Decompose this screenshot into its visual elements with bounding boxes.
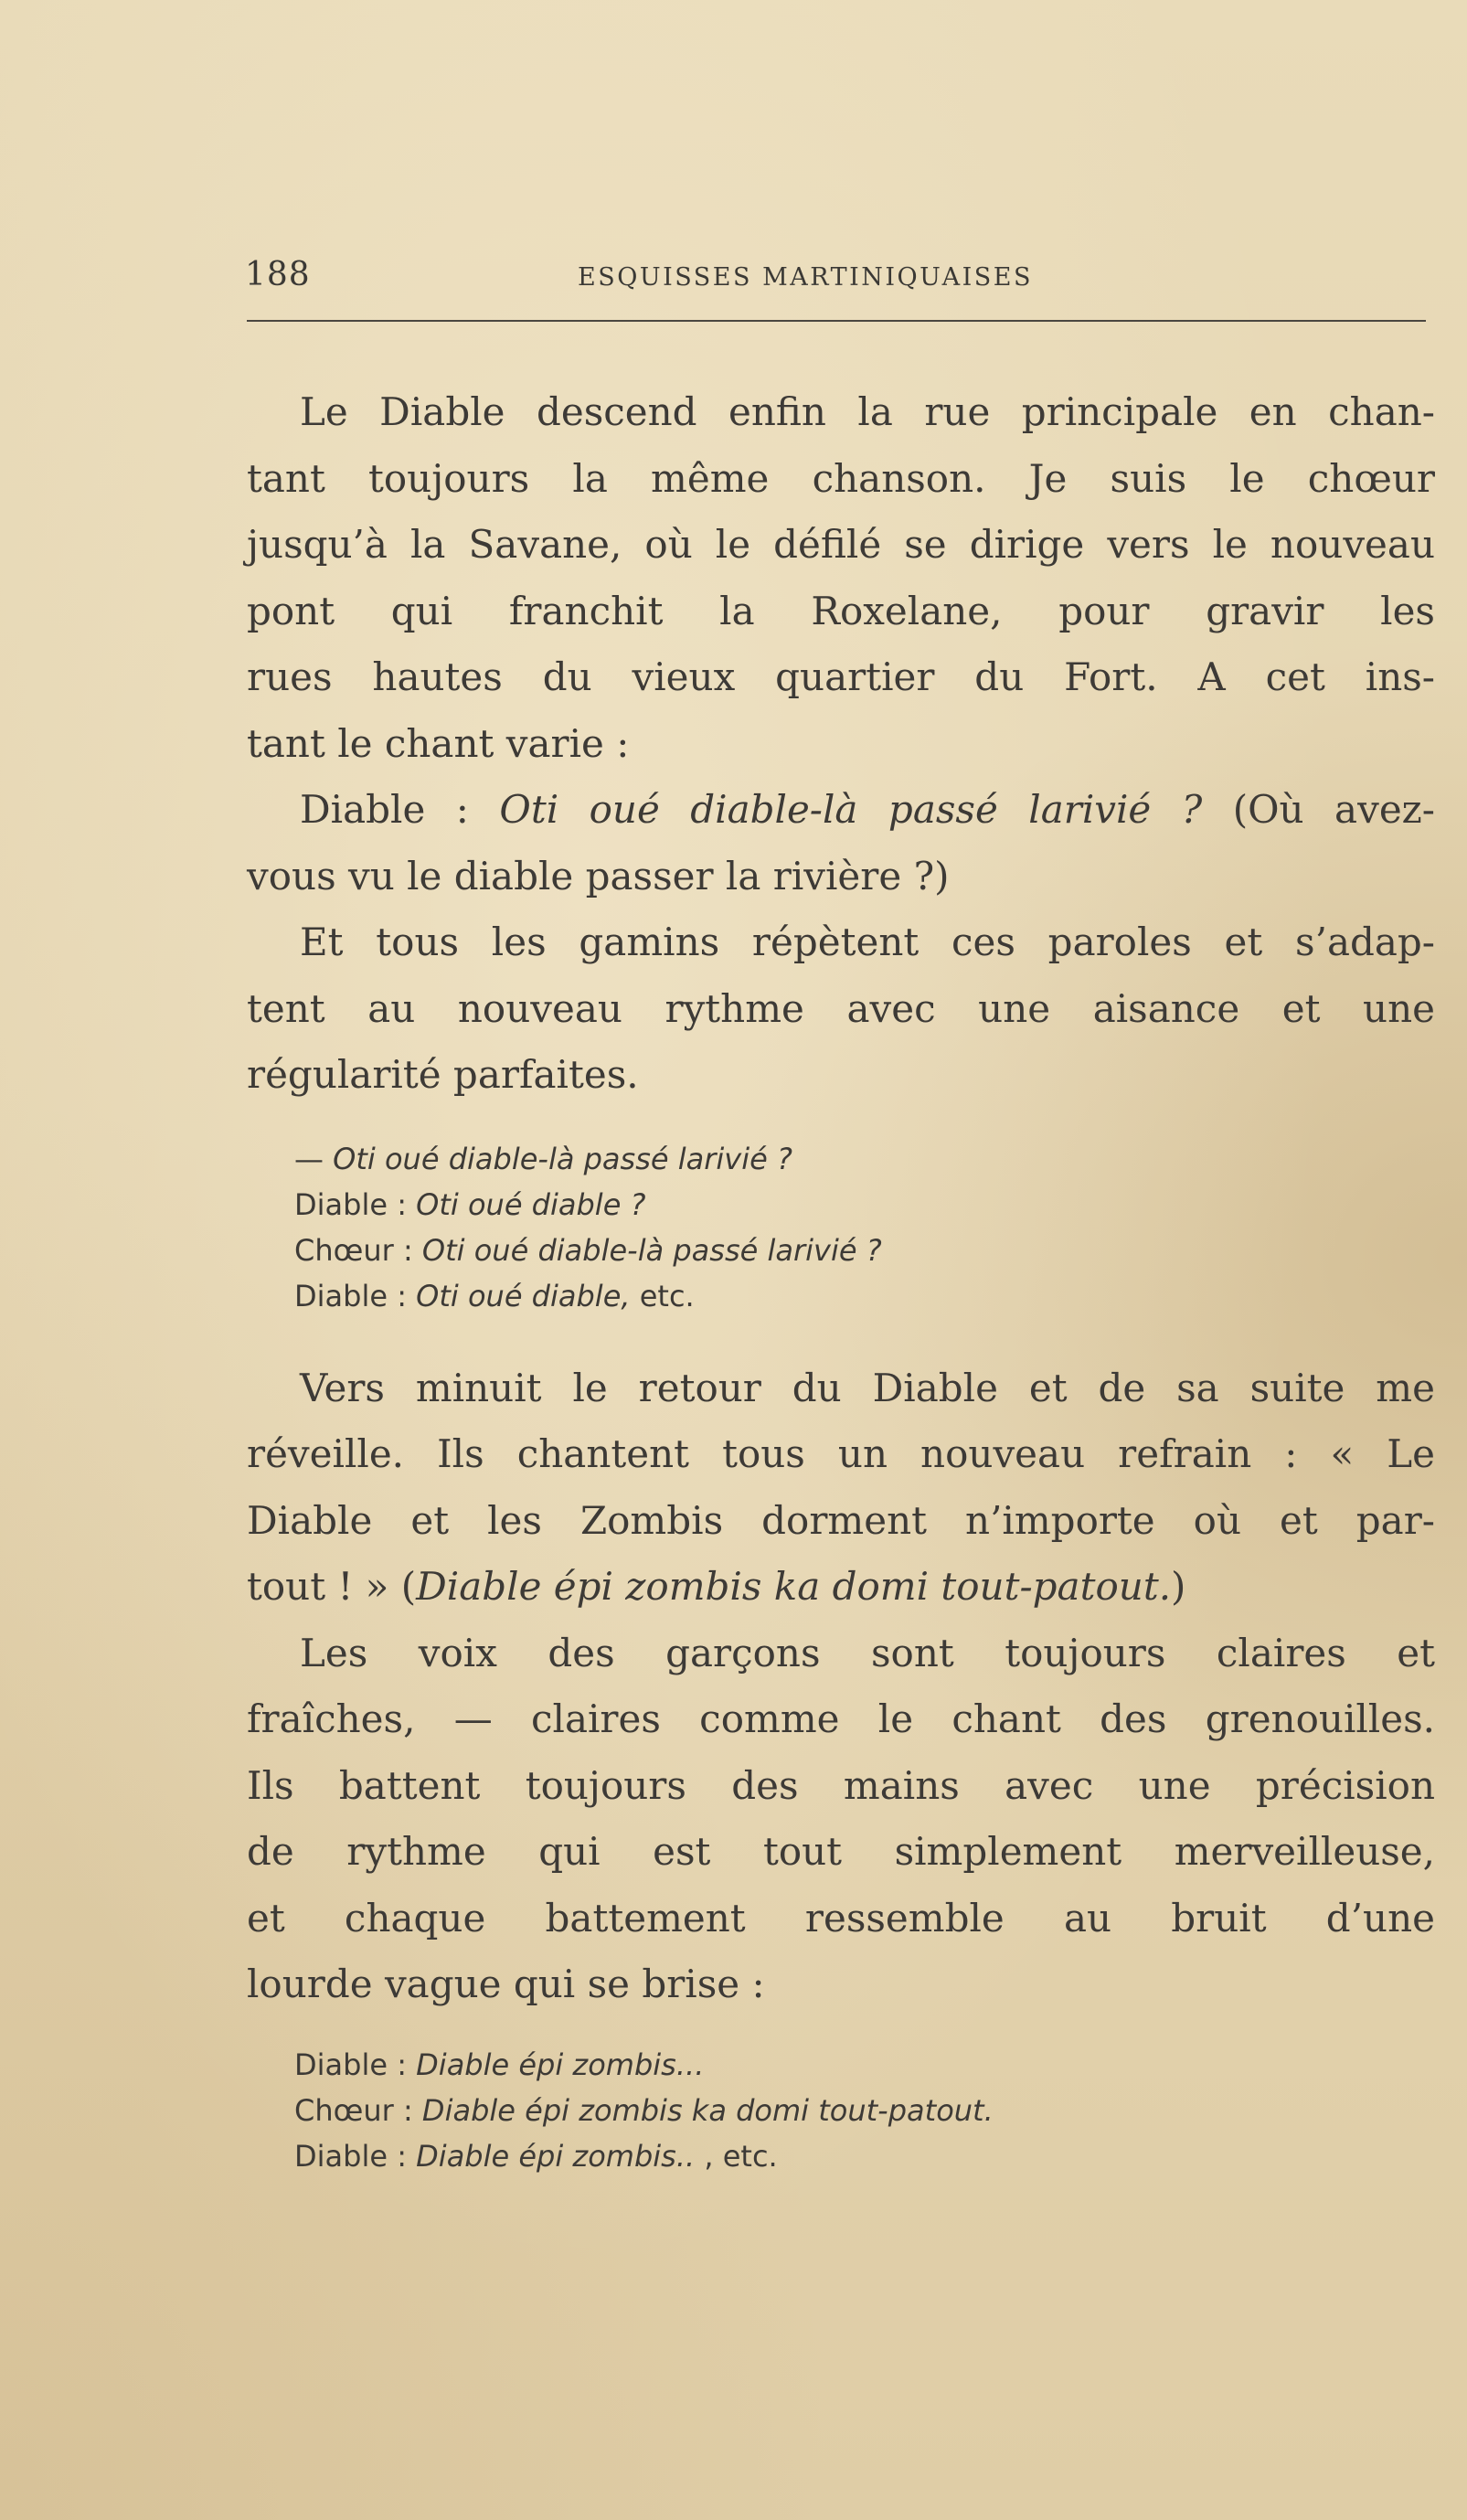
creole-lyric: Diable épi zombis ka domi tout-patout.: [416, 1564, 1172, 1609]
text-line: [247, 777, 1435, 844]
song-lyric: Diable épi zombis..: [416, 2138, 696, 2174]
running-head: [245, 256, 1424, 302]
text-line: Vers minuit le retour du Diable et de sa suite me: [300, 1365, 1435, 1410]
song-suffix: etc.: [630, 1278, 695, 1313]
song-line: [294, 2133, 1435, 2179]
text-line: de rythme qui est tout simplement merveilleuse,: [247, 1829, 1435, 1874]
song-lyric: Oti oué diable-là passé larivié ?: [333, 1141, 792, 1176]
song-line: [294, 1182, 1435, 1228]
text-line: lourde vague qui se brise :: [247, 1962, 765, 2006]
paragraph: [247, 909, 1435, 1109]
song-lyric: Diable épi zombis ka domi tout-patout.: [421, 2092, 994, 2128]
song-lyric: Oti oué diable,: [416, 1278, 631, 1313]
text-line: jusqu’à la Savane, où le défilé se dirige vers le nouveau: [247, 522, 1435, 567]
song-excerpt: [294, 2042, 1435, 2179]
text-line: Et tous les gamins répètent ces paroles et s’adap-: [300, 920, 1435, 964]
creole-lyric: Oti oué diable-là passé larivié ?: [499, 787, 1203, 832]
text-line: pont qui franchit la Roxelane, pour gravir les: [247, 588, 1435, 633]
text-line: vous vu le diable passer la rivière ?): [247, 853, 950, 898]
paragraph: [247, 1356, 1435, 1621]
text-line: Diable et les Zombis dorment n’importe où et par-: [247, 1497, 1435, 1543]
text-line: tant toujours la même chanson. Je suis le chœur: [247, 455, 1435, 501]
text-line: et chaque battement ressemble au bruit d’une: [247, 1895, 1435, 1941]
speaker-label: Diable :: [294, 2047, 417, 2082]
text-line: Le Diable descend enfin la rue principale en chan-: [300, 389, 1435, 434]
text-line: régularité parfaites.: [247, 1052, 639, 1097]
header-rule: [247, 320, 1426, 322]
text-line: Les voix des garçons sont toujours claires et: [300, 1630, 1435, 1675]
song-lyric: Oti oué diable-là passé larivié ?: [421, 1232, 882, 1268]
paragraph: [247, 379, 1435, 777]
paragraph: [247, 1621, 1435, 2018]
speaker-label: —: [294, 1141, 334, 1176]
speaker-label: Chœur :: [294, 1232, 422, 1268]
translation-text: (Où avez-: [1202, 787, 1436, 832]
song-line: [294, 2088, 1435, 2133]
song-line: [294, 2042, 1435, 2088]
text-line: Ils battent toujours des mains avec une précision: [247, 1762, 1435, 1808]
song-line: [294, 1273, 1435, 1319]
song-lyric: Oti oué diable ?: [416, 1186, 646, 1222]
body-text: [247, 379, 1435, 2179]
text-line: tent au nouveau rythme avec une aisance et une: [247, 985, 1435, 1031]
speaker-label: Chœur :: [294, 2092, 422, 2128]
song-suffix: , etc.: [695, 2138, 778, 2174]
paragraph: [247, 777, 1435, 909]
text-line: rues hautes du vieux quartier du Fort. A cet ins-: [247, 654, 1435, 699]
text-line: réveille. Ils chantent tous un nouveau refrain : « Le: [247, 1431, 1435, 1476]
speaker-label: Diable :: [294, 1186, 417, 1222]
song-line: [294, 1228, 1435, 1273]
speaker-label: Diable :: [294, 2138, 417, 2174]
song-excerpt: [294, 1136, 1435, 1319]
speaker-label: Diable :: [294, 1278, 417, 1313]
text-line: fraîches, — claires comme le chant des grenouilles.: [247, 1696, 1435, 1741]
song-line: [294, 1136, 1435, 1182]
page-number: 188: [245, 256, 311, 293]
text-line: tout ! » (Diable épi zombis ka domi tout-patout.): [247, 1564, 1186, 1609]
song-lyric: Diable épi zombis...: [416, 2047, 705, 2082]
running-title: ESQUISSES MARTINIQUAISES: [578, 263, 1033, 292]
text-line: tant le chant varie :: [247, 720, 630, 766]
speaker-label: Diable :: [300, 787, 500, 832]
